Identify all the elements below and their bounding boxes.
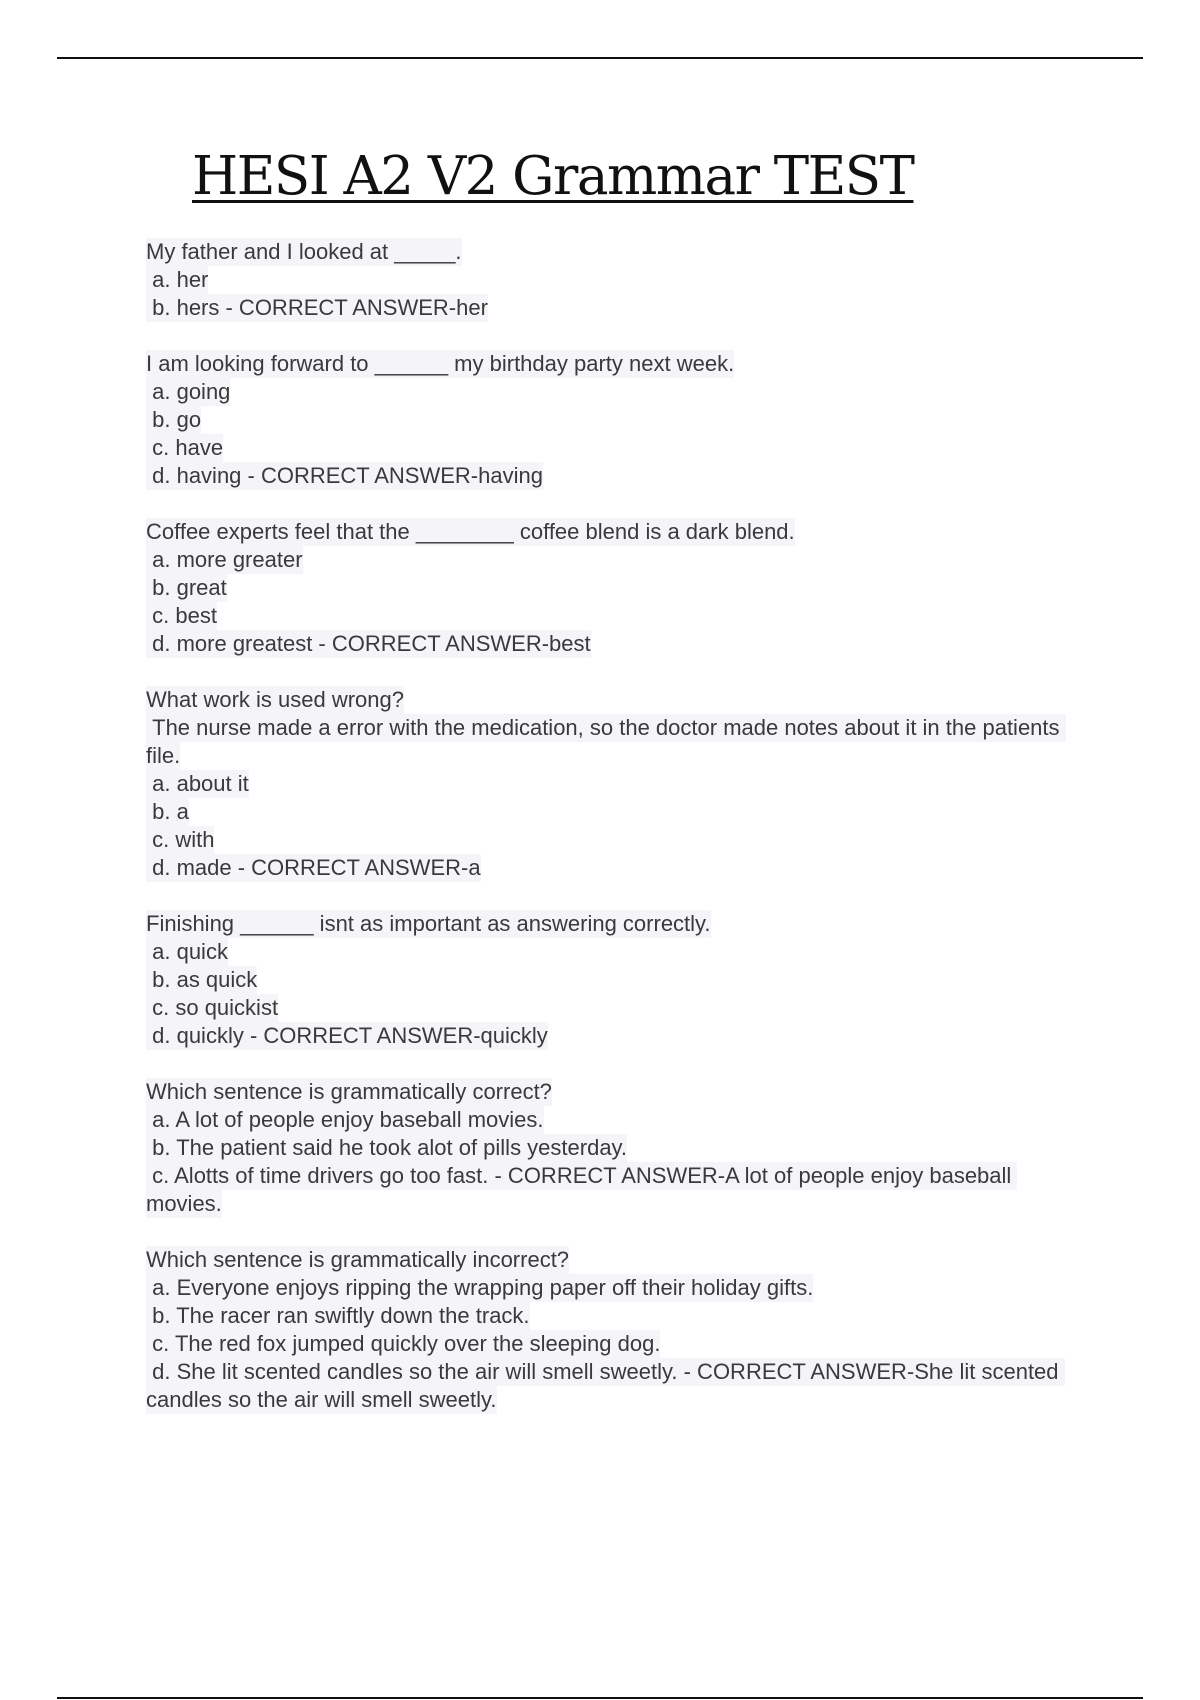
question-text: My father and I looked at _____. (146, 239, 462, 264)
question-text: Which sentence is grammatically correct? (146, 1079, 552, 1104)
question-text: Finishing ______ isnt as important as answering correctly. (146, 911, 711, 936)
answer-option: a. her (146, 267, 209, 292)
question-text: Which sentence is grammatically incorrect? (146, 1247, 570, 1272)
answer-option: d. having - CORRECT ANSWER-having (146, 463, 543, 488)
answer-option: a. going (146, 379, 231, 404)
question-block (146, 1078, 1076, 1218)
answer-option: b. The racer ran swiftly down the track. (146, 1303, 530, 1328)
answer-option: a. A lot of people enjoy baseball movies. (146, 1107, 544, 1132)
question-list (146, 238, 1076, 1442)
answer-option: b. hers - CORRECT ANSWER-her (146, 295, 488, 320)
answer-option: b. as quick (146, 967, 258, 992)
answer-option: c. Alotts of time drivers go too fast. - CORRECT ANSWER-A lot of people enjoy baseball movies. (146, 1163, 1018, 1216)
answer-option: a. more greater (146, 547, 303, 572)
answer-option: b. great (146, 575, 227, 600)
question-block (146, 1246, 1076, 1414)
answer-option: c. best (146, 603, 217, 628)
question-block (146, 686, 1076, 882)
header-rule (57, 57, 1143, 59)
answer-option: c. with (146, 827, 215, 852)
answer-option: d. She lit scented candles so the air will smell sweetly. - CORRECT ANSWER-She lit scented candles so the air will smell sweetly. (146, 1359, 1065, 1412)
question-text: I am looking forward to ______ my birthday party next week. (146, 351, 735, 376)
question-text: Coffee experts feel that the ________ coffee blend is a dark blend. (146, 519, 795, 544)
question-block (146, 910, 1076, 1050)
answer-option: b. a (146, 799, 189, 824)
question-block (146, 238, 1076, 322)
answer-option: c. have (146, 435, 224, 460)
answer-option: b. go (146, 407, 202, 432)
answer-option: a. quick (146, 939, 228, 964)
answer-option: c. The red fox jumped quickly over the sleeping dog. (146, 1331, 661, 1356)
question-text: What work is used wrong? (146, 687, 404, 712)
answer-option: a. about it (146, 771, 249, 796)
answer-option: b. The patient said he took alot of pills yesterday. (146, 1135, 628, 1160)
question-block (146, 518, 1076, 658)
footer-rule (57, 1697, 1143, 1699)
answer-option: d. made - CORRECT ANSWER-a (146, 855, 481, 880)
document-title: HESI A2 V2 Grammar TEST (192, 146, 914, 207)
question-block (146, 350, 1076, 490)
answer-option: d. more greatest - CORRECT ANSWER-best (146, 631, 591, 656)
answer-option: d. quickly - CORRECT ANSWER-quickly (146, 1023, 548, 1048)
question-sentence: The nurse made a error with the medication, so the doctor made notes about it in the patients file. (146, 715, 1066, 768)
answer-option: a. Everyone enjoys ripping the wrapping paper off their holiday gifts. (146, 1275, 814, 1300)
answer-option: c. so quickist (146, 995, 279, 1020)
